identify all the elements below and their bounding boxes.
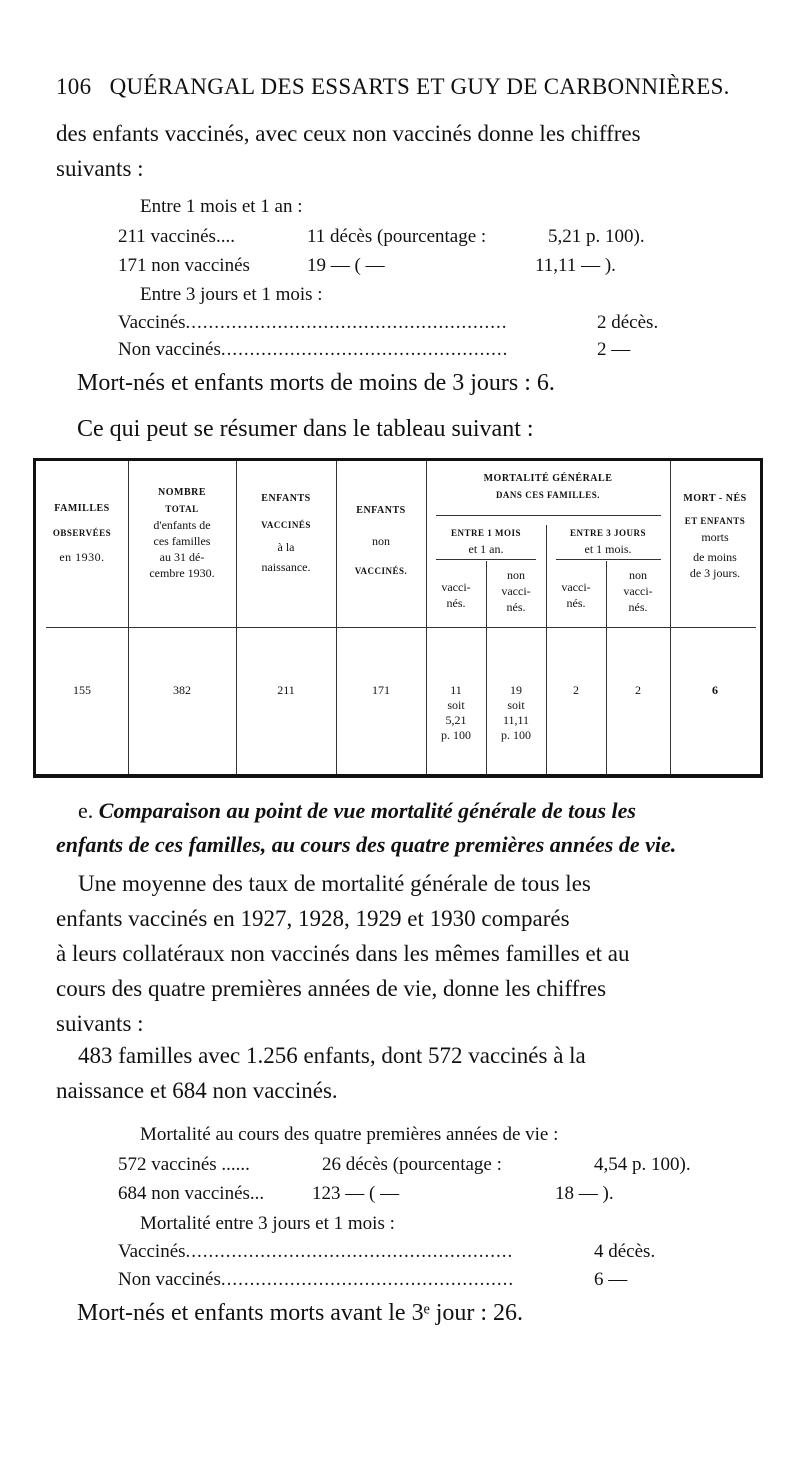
header-3days-1month: ENTRE 3 JOURS et 1 mois. [569, 528, 646, 556]
header-stillborn: MORT - NÉS ET ENFANTS morts de moins de 3 jours. [683, 493, 747, 580]
intro-line: des enfants vaccinés, avec ceux non vaccinés donne les chiffres [56, 121, 641, 146]
stillborn-line-2: Mort-nés et enfants morts avant le 3ᵉ jour : 26. [77, 1300, 524, 1326]
block2-heading1: Mortalité au cours des quatre premières années de vie : [140, 1124, 559, 1145]
block2-row3 [118, 1241, 513, 1263]
block2-row4 [118, 1269, 514, 1291]
block1-row4-value: 2 — [597, 339, 631, 360]
paragraph-families: 483 familles avec 1.256 enfants, dont 572 vaccinés à la naissance et 684 non vaccinés. [56, 1043, 586, 1103]
value-vacc-1m-1y: 11 soit 5,21 p. 100 [441, 683, 471, 742]
header-non-vaccinated: ENFANTS non VACCINÉS. [354, 505, 408, 576]
leader-dots: .................................................. [220, 339, 509, 360]
header-total-children: NOMBRE TOTAL d'enfants de ces familles au 31 dé- cembre 1930. [149, 487, 215, 580]
block2-row1-deaths: 26 décès (pourcentage : [322, 1154, 502, 1175]
intro-line: suivants : [56, 156, 144, 181]
value-stillborn: 6 [712, 683, 718, 697]
value-non-vaccinated: 171 [372, 683, 390, 697]
header-vacc-a: vacci- nés. [441, 580, 471, 610]
block2-row2-deaths: 123 — ( — [312, 1183, 400, 1204]
header-vacc-b: vacci- nés. [561, 580, 591, 610]
leader-dots: ........................................................ [185, 312, 508, 333]
value-families: 155 [73, 683, 91, 697]
leader-dots: ................................................... [220, 1269, 515, 1290]
block1-heading2: Entre 3 jours et 1 mois : [140, 284, 323, 305]
block1-row1-deaths: 11 décès (pourcentage : [307, 226, 487, 247]
block1-row1-pct: 5,21 p. 100). [548, 226, 645, 247]
header-nonvacc-a: non vacci- nés. [501, 568, 531, 614]
running-title: QUÉRANGAL DES ESSARTS ET GUY DE CARBONNIÈRES. [109, 74, 730, 99]
page-number: 106 [56, 74, 92, 99]
block2-row2-pct: 18 — ). [555, 1183, 614, 1204]
block2-row1-pct: 4,54 p. 100). [594, 1154, 691, 1175]
value-vacc-3d-1m: 2 [573, 683, 579, 697]
section-label: e. [78, 798, 94, 823]
block1-row3 [118, 312, 508, 334]
block1-heading1: Entre 1 mois et 1 an : [140, 196, 303, 217]
leader-dots: ......................................................... [185, 1241, 514, 1262]
row-label: Vaccinés [118, 312, 186, 333]
block1-row4 [118, 339, 508, 361]
block2-heading2: Mortalité entre 3 jours et 1 mois : [140, 1213, 395, 1234]
header-mortality: MORTALITÉ GÉNÉRALE DANS CES FAMILLES. [483, 473, 613, 500]
block1-row2-pct: 11,11 — ). [535, 255, 616, 276]
summary-table [33, 458, 763, 778]
block1-row2-left: 171 non vaccinés [118, 255, 250, 276]
paragraph-averages: Une moyenne des taux de mortalité générale de tous les enfants vaccinés en 1927, 1928, 1929 et 1930 comparés à leurs collatéraux non vaccinés dans les mêmes familles et au cours des quatre premières années de vie, donne les chiffres suivants : [56, 871, 630, 1036]
stillborn-line-1: Mort-nés et enfants morts de moins de 3 jours : 6. [77, 370, 555, 396]
value-total: 382 [173, 683, 191, 697]
header-vaccinated: ENFANTS VACCINÉS à la naissance. [261, 493, 311, 574]
page-header [56, 74, 730, 100]
block2-row3-value: 4 décès. [594, 1241, 656, 1262]
block1-row2-deaths: 19 — ( — [307, 255, 385, 276]
row-label: Vaccinés [118, 1241, 186, 1262]
row-label: Non vaccinés [118, 1269, 221, 1290]
row-label: Non vaccinés [118, 339, 221, 360]
value-vaccinated: 211 [277, 683, 295, 697]
block2-row1-left: 572 vaccinés ...... [118, 1154, 250, 1175]
header-1month-1year: ENTRE 1 MOIS et 1 an. [450, 528, 521, 556]
block2-row4-value: 6 — [594, 1269, 628, 1290]
section-e-title: e. Comparaison au point de vue mortalité générale de tous les enfants de ces familles, au cours des quatre premières années de vie. [56, 798, 677, 857]
block1-row3-value: 2 décès. [597, 312, 659, 333]
block2-row2-left: 684 non vaccinés... [118, 1183, 265, 1204]
intro-paragraph [56, 116, 746, 186]
value-nonvacc-3d-1m: 2 [635, 683, 641, 697]
header-nonvacc-b: non vacci- nés. [623, 568, 653, 614]
value-nonvacc-1m-1y: 19 soit 11,11 p. 100 [501, 683, 531, 742]
block1-row1-left: 211 vaccinés.... [118, 226, 235, 247]
summary-intro: Ce qui peut se résumer dans le tableau suivant : [77, 416, 534, 442]
header-families: FAMILLES OBSERVÉES en 1930. [52, 503, 112, 564]
